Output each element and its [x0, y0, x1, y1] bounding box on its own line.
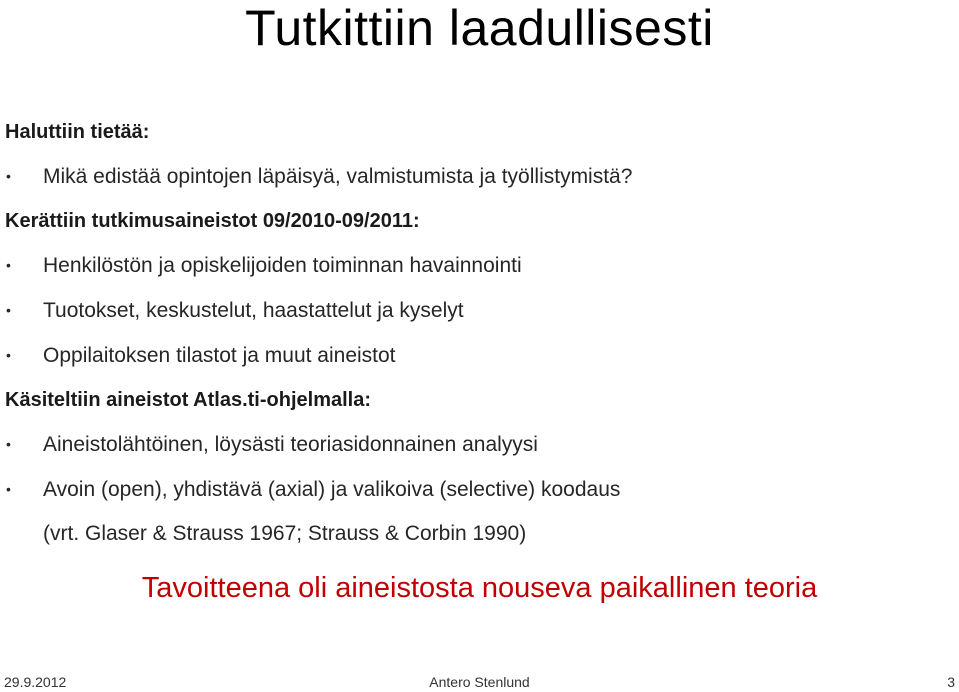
- section-heading-goal: Haluttiin tietää:: [5, 121, 150, 143]
- footer-date: 29.9.2012: [4, 674, 67, 690]
- slide-title: Tutkittiin laadullisesti: [245, 0, 714, 56]
- bullet-text: Aineistolähtöinen, löysästi teoriasidonnainen analyysi: [43, 433, 538, 456]
- bullet-icon: •: [6, 257, 11, 273]
- footer-page-number: 3: [947, 674, 955, 690]
- bullet-item: [5, 422, 955, 467]
- bullet-icon: •: [6, 347, 11, 363]
- bullet-item: [5, 467, 955, 512]
- footer-author: Antero Stenlund: [429, 674, 530, 690]
- section-heading-data: Kerättiin tutkimusaineistot 09/2010-09/2011:: [5, 210, 420, 232]
- bullet-icon: •: [6, 481, 11, 497]
- bullet-icon: •: [6, 436, 11, 452]
- bullet-text: Mikä edistää opintojen läpäisyä, valmistumista ja työllistymistä?: [43, 165, 633, 188]
- bullet-text: Oppilaitoksen tilastot ja muut aineistot: [43, 344, 396, 367]
- goal-statement: Tavoitteena oli aineistosta nouseva paikallinen teoria: [141, 572, 818, 604]
- bullet-text: Henkilöstön ja opiskelijoiden toiminnan havainnointi: [43, 254, 522, 277]
- bullet-item: [5, 154, 955, 199]
- bullet-icon: •: [6, 302, 11, 318]
- bullet-item: [5, 243, 955, 288]
- bullet-continuation: (vrt. Glaser & Strauss 1967; Strauss & Corbin 1990): [43, 522, 527, 545]
- slide-content: [5, 110, 955, 555]
- slide-footer: [0, 672, 959, 692]
- bullet-text: Tuotokset, keskustelut, haastattelut ja kyselyt: [43, 299, 464, 322]
- bullet-item: [5, 288, 955, 333]
- section-heading-analysis: Käsiteltiin aineistot Atlas.ti-ohjelmalla:: [5, 389, 371, 411]
- bullet-icon: •: [6, 168, 11, 184]
- bullet-text: Avoin (open), yhdistävä (axial) ja valikoiva (selective) koodaus: [43, 478, 621, 501]
- bullet-item: [5, 333, 955, 378]
